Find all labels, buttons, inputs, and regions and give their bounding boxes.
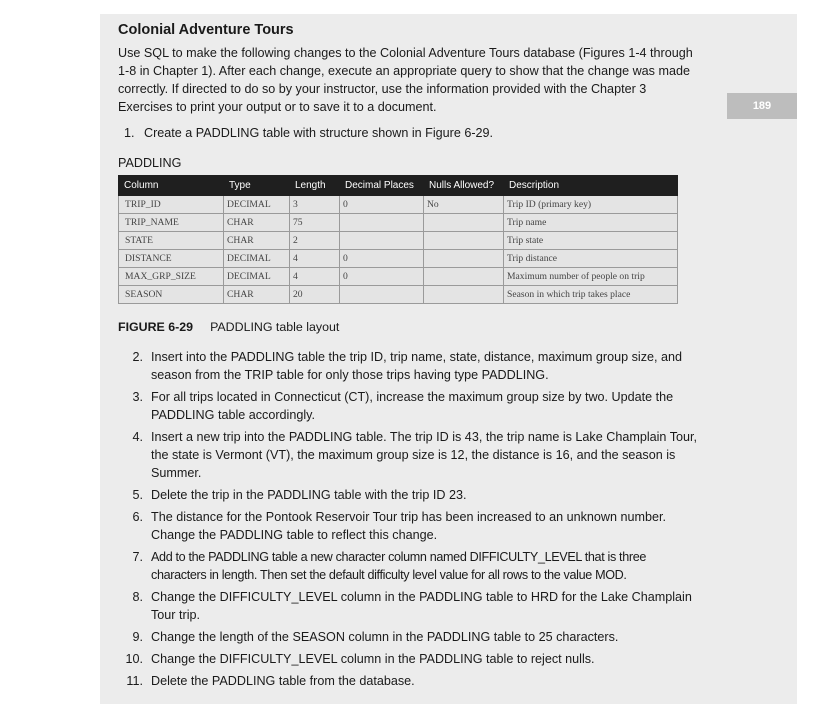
header-decimal-places: Decimal Places	[340, 176, 424, 196]
step-text: Change the DIFFICULTY_LEVEL column in the PADDLING table to reject nulls.	[151, 652, 595, 666]
table-cell: SEASON	[119, 286, 224, 304]
step-number: 10.	[125, 652, 143, 666]
step-number: 3.	[132, 390, 143, 404]
step-text: The distance for the Pontook Reservoir Tour trip has been increased to an unknown number. Change the PADDLING table to reflect this change.	[151, 510, 667, 542]
step-number: 4.	[132, 430, 143, 444]
table-cell	[340, 286, 424, 304]
table-cell: Trip ID (primary key)	[504, 196, 678, 214]
list-item	[118, 672, 698, 690]
table-cell: Trip name	[504, 214, 678, 232]
step-number: 2.	[132, 350, 143, 364]
table-cell: 2	[290, 232, 340, 250]
list-item	[118, 388, 698, 424]
step-text: For all trips located in Connecticut (CT), increase the maximum group size by two. Update the PADDLING table accordingly.	[151, 390, 674, 422]
step-number: 6.	[132, 510, 143, 524]
table-cell	[424, 214, 504, 232]
table-row	[119, 250, 678, 268]
table-cell: 3	[290, 196, 340, 214]
table-cell: DECIMAL	[224, 268, 290, 286]
step-text: Change the DIFFICULTY_LEVEL column in the PADDLING table to HRD for the Lake Champlain Tour trip.	[151, 590, 692, 622]
table-cell: No	[424, 196, 504, 214]
step-number: 9.	[132, 630, 143, 644]
table-row	[119, 196, 678, 214]
table-cell: DISTANCE	[119, 250, 224, 268]
table-cell	[424, 250, 504, 268]
table-cell	[424, 286, 504, 304]
table-cell: Trip state	[504, 232, 678, 250]
header-description: Description	[504, 176, 678, 196]
intro-paragraph: Use SQL to make the following changes to the Colonial Adventure Tours database (Figures 1-4 through 1-8 in Chapter 1). After each change, execute an appropriate query to show that the change was made correctly. If directed to do so by your instructor, use the information provided with the Chapter 3 Exercises to print your output or to save it to a document.	[118, 46, 693, 114]
table-cell: Trip distance	[504, 250, 678, 268]
list-item	[118, 428, 698, 482]
table-cell: CHAR	[224, 232, 290, 250]
step-text: Insert into the PADDLING table the trip ID, trip name, state, distance, maximum group size, and season from the TRIP table for only those trips having type PADDLING.	[151, 350, 683, 382]
textbook-page	[100, 14, 797, 704]
table-title: PADDLING	[118, 156, 182, 170]
step-text: Change the length of the SEASON column in the PADDLING table to 25 characters.	[151, 630, 619, 644]
header-type: Type	[224, 176, 290, 196]
paddling-table-layout	[118, 175, 678, 304]
table-cell: DECIMAL	[224, 250, 290, 268]
table-cell	[340, 214, 424, 232]
table-cell: Season in which trip takes place	[504, 286, 678, 304]
figure-label: FIGURE 6-29	[118, 320, 194, 334]
table-cell: CHAR	[224, 286, 290, 304]
table-cell: 4	[290, 268, 340, 286]
step-text: Delete the trip in the PADDLING table with the trip ID 23.	[151, 488, 467, 502]
figure-caption-text: PADDLING table layout	[210, 320, 340, 334]
list-item	[118, 486, 698, 504]
table-cell: Maximum number of people on trip	[504, 268, 678, 286]
header-length: Length	[290, 176, 340, 196]
step-number: 7.	[132, 550, 143, 564]
list-item	[118, 508, 698, 544]
table-cell: 0	[340, 250, 424, 268]
table-cell: 75	[290, 214, 340, 232]
table-cell: MAX_GRP_SIZE	[119, 268, 224, 286]
table-cell: TRIP_NAME	[119, 214, 224, 232]
table-cell: DECIMAL	[224, 196, 290, 214]
table-cell: CHAR	[224, 214, 290, 232]
table-row	[119, 214, 678, 232]
table-header-row	[119, 176, 678, 196]
header-column: Column	[119, 176, 224, 196]
header-nulls-allowed: Nulls Allowed?	[424, 176, 504, 196]
section-title: Colonial Adventure Tours	[118, 22, 294, 38]
figure-caption	[118, 320, 339, 334]
table-cell	[340, 232, 424, 250]
list-item	[118, 588, 698, 624]
table-cell	[424, 232, 504, 250]
step-1	[124, 126, 493, 140]
step-text: Add to the PADDLING table a new character column named DIFFICULTY_LEVEL that is three characters in length. Then set the default difficulty level value for all rows to the value MOD.	[151, 550, 646, 582]
table-cell: 0	[340, 196, 424, 214]
exercise-list	[118, 348, 698, 694]
page-number-tab: 189	[727, 93, 797, 119]
step-number: 11.	[126, 674, 143, 688]
table-row	[119, 286, 678, 304]
table-row	[119, 232, 678, 250]
table-cell: 0	[340, 268, 424, 286]
step-number: 8.	[132, 590, 143, 604]
table-cell: 4	[290, 250, 340, 268]
step-text: Delete the PADDLING table from the database.	[151, 674, 415, 688]
table-cell: STATE	[119, 232, 224, 250]
step-number: 1.	[124, 126, 135, 140]
list-item	[118, 548, 698, 584]
step-text: Insert a new trip into the PADDLING table. The trip ID is 43, the trip name is Lake Champlain Tour, the state is Vermont (VT), the maximum group size is 12, the distance is 16, and the season is Summer.	[151, 430, 697, 480]
list-item	[118, 650, 698, 668]
table-cell: TRIP_ID	[119, 196, 224, 214]
table-cell	[424, 268, 504, 286]
step-text: Create a PADDLING table with structure shown in Figure 6-29.	[144, 126, 494, 140]
list-item	[118, 348, 698, 384]
table-row	[119, 268, 678, 286]
table-cell: 20	[290, 286, 340, 304]
list-item	[118, 628, 698, 646]
step-number: 5.	[132, 488, 143, 502]
